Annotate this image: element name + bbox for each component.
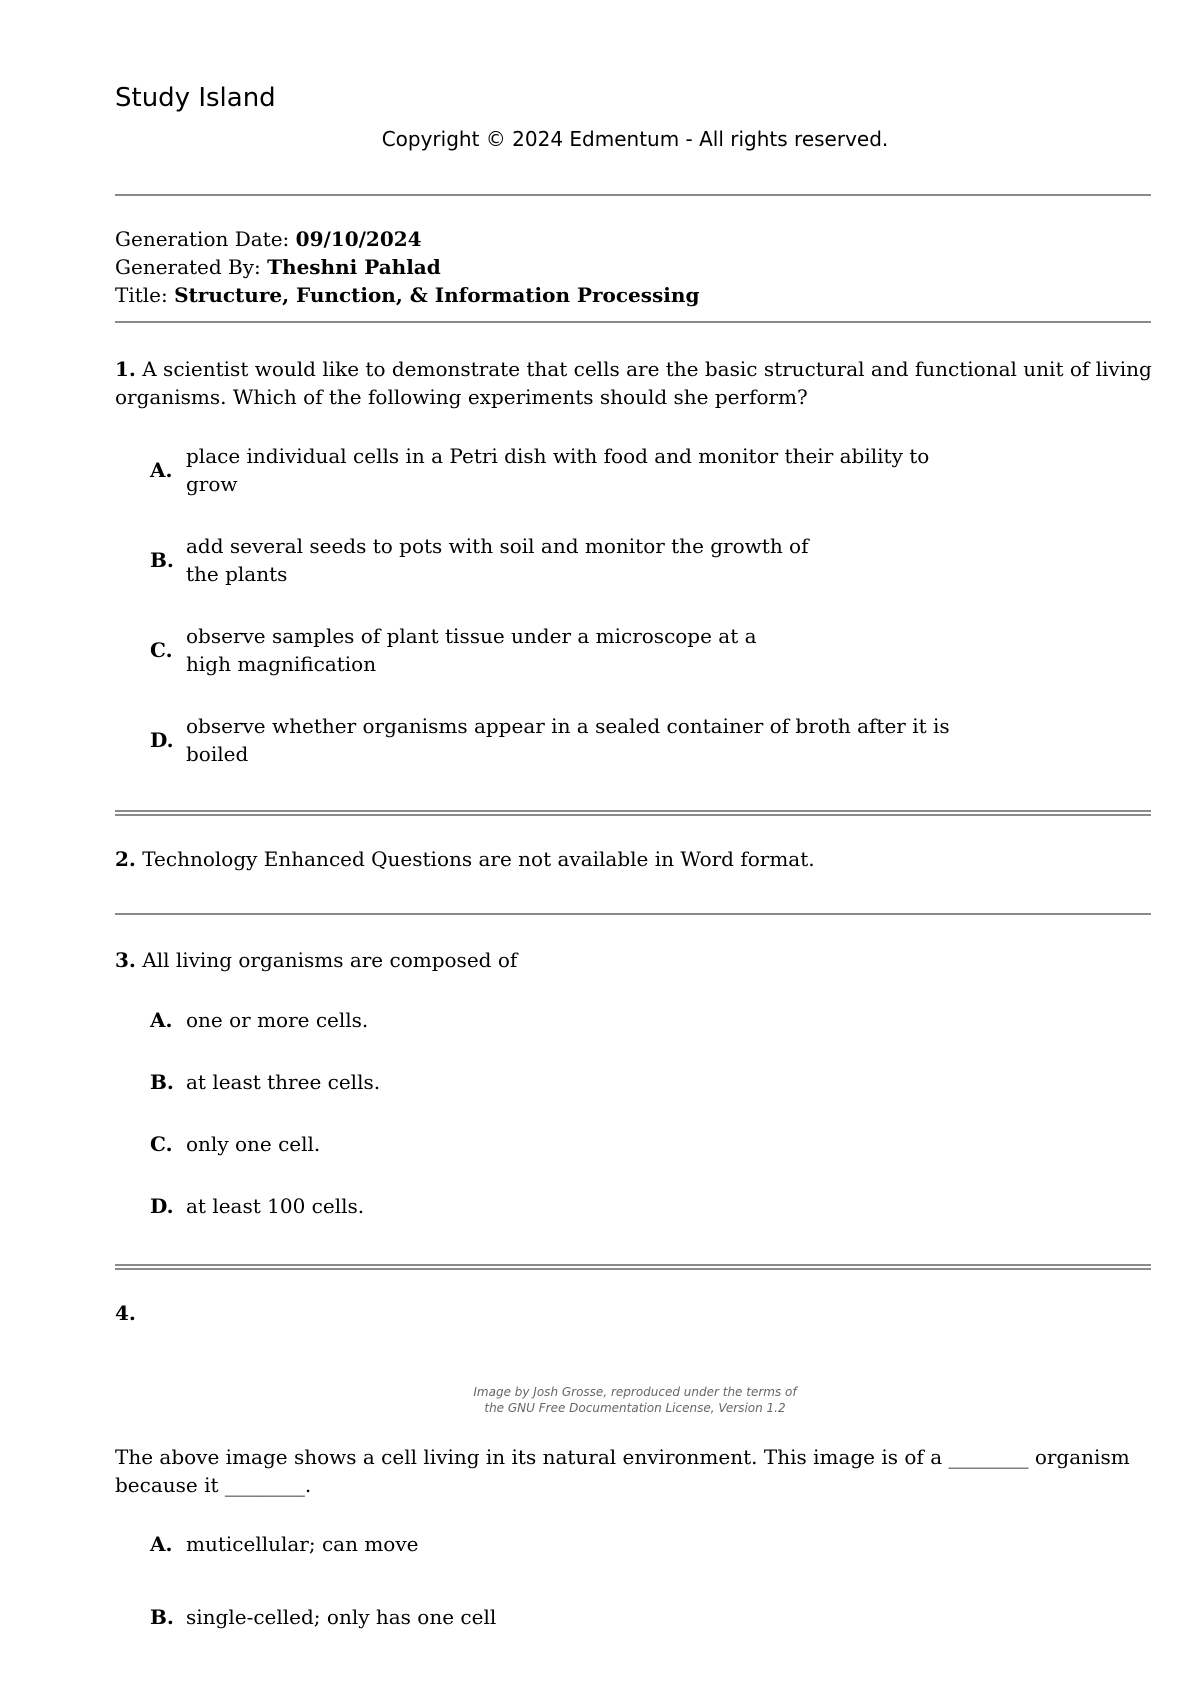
question-2 bbox=[115, 845, 1155, 873]
choice-text: only one cell. bbox=[186, 1132, 321, 1156]
question-number: 1. bbox=[115, 357, 136, 381]
choice-text: at least three cells. bbox=[186, 1070, 381, 1094]
question-1 bbox=[115, 355, 1155, 411]
generation-date-line bbox=[115, 226, 422, 252]
title-value: Structure, Function, & Information Processing bbox=[174, 283, 700, 307]
choice-text: observe samples of plant tissue under a microscope at a high magnification bbox=[186, 624, 757, 676]
copyright-notice: Copyright © 2024 Edmentum - All rights reserved. bbox=[381, 127, 889, 151]
divider bbox=[115, 810, 1151, 816]
choice-letter: C. bbox=[150, 1132, 173, 1156]
choice-text: observe whether organisms appear in a sealed container of broth after it is boiled bbox=[186, 714, 950, 766]
choice-text: place individual cells in a Petri dish with food and monitor their ability to grow bbox=[186, 444, 930, 496]
choice-letter: B. bbox=[150, 1070, 174, 1094]
generated-by-line bbox=[115, 254, 441, 280]
choice-letter: B. bbox=[150, 548, 174, 572]
question-number: 2. bbox=[115, 847, 136, 871]
image-caption-line: the GNU Free Documentation License, Version 1.2 bbox=[484, 1401, 786, 1415]
choice-letter: A. bbox=[150, 1532, 173, 1556]
generation-date-label: Generation Date: bbox=[115, 227, 296, 251]
choice-letter: A. bbox=[150, 1008, 173, 1032]
generated-by-value: Theshni Pahlad bbox=[267, 255, 441, 279]
choice-text: add several seeds to pots with soil and monitor the growth of the plants bbox=[186, 534, 809, 586]
divider bbox=[115, 194, 1151, 196]
choice-letter: B. bbox=[150, 1605, 174, 1629]
choice-text: muticellular; can move bbox=[186, 1532, 419, 1556]
divider bbox=[115, 1264, 1151, 1270]
choice-text: single-celled; only has one cell bbox=[186, 1605, 497, 1629]
question-4-number: 4. bbox=[115, 1301, 136, 1325]
divider bbox=[115, 913, 1151, 915]
question-3 bbox=[115, 946, 1155, 974]
choice-letter: C. bbox=[150, 638, 173, 662]
question-text: All living organisms are composed of bbox=[135, 948, 518, 972]
choice-letter: A. bbox=[150, 458, 173, 482]
choice-text: one or more cells. bbox=[186, 1008, 369, 1032]
choice-letter: D. bbox=[150, 1194, 174, 1218]
question-number: 3. bbox=[115, 948, 136, 972]
title-line bbox=[115, 282, 699, 308]
choice-letter: D. bbox=[150, 728, 174, 752]
brand-name: Study Island bbox=[115, 83, 276, 113]
question-text: A scientist would like to demonstrate that cells are the basic structural and functional unit of living organisms. Which of the following experiments should she perform? bbox=[115, 357, 1152, 409]
image-caption bbox=[0, 1384, 1200, 1416]
question-text: Technology Enhanced Questions are not available in Word format. bbox=[135, 847, 815, 871]
image-caption-line: Image by Josh Grosse, reproduced under the terms of bbox=[473, 1385, 797, 1399]
generated-by-label: Generated By: bbox=[115, 255, 268, 279]
question-4-text: The above image shows a cell living in its natural environment. This image is of a ________ organism because it ________. bbox=[115, 1445, 1130, 1497]
title-label: Title: bbox=[115, 283, 175, 307]
generation-date-value: 09/10/2024 bbox=[295, 227, 422, 251]
divider bbox=[115, 321, 1151, 323]
choice-text: at least 100 cells. bbox=[186, 1194, 365, 1218]
